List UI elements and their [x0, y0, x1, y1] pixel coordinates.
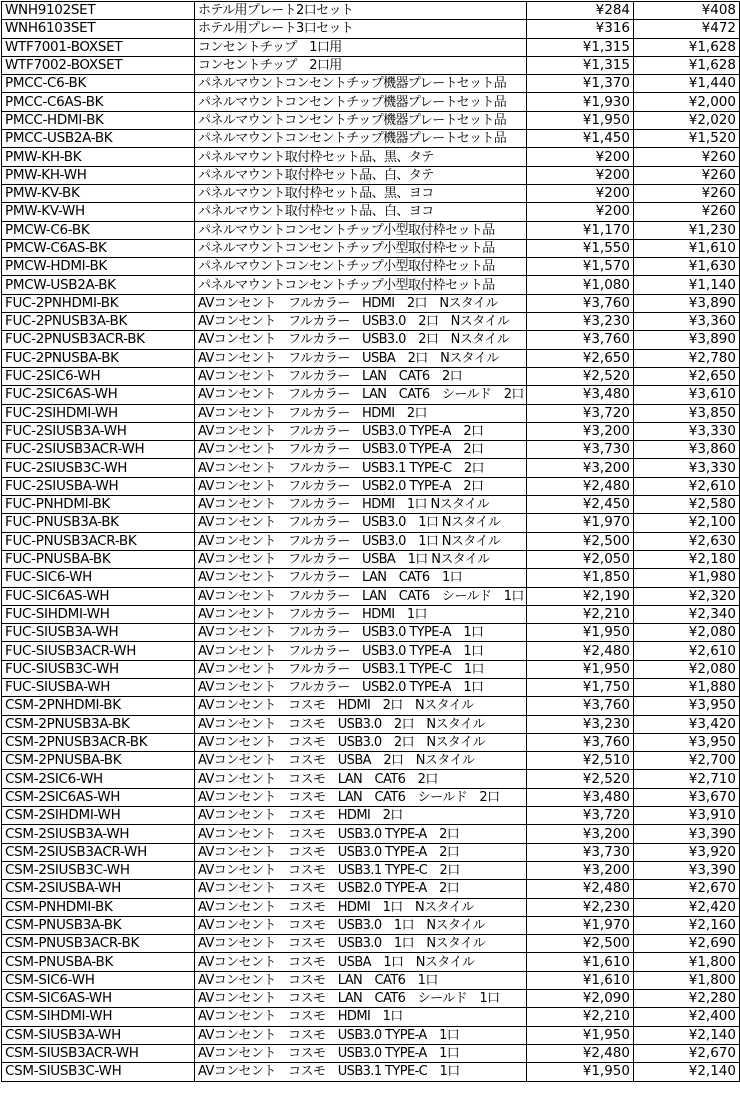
price-table-body — [2, 2, 740, 1082]
price-tax-cell: ¥1,980 — [634, 569, 740, 587]
description-cell: AVコンセント フルカラー USB3.1 TYPE-C 1口 — [195, 660, 527, 678]
price-cell: ¥1,930 — [527, 93, 634, 111]
price-cell: ¥1,450 — [527, 130, 634, 148]
product-code-cell: PMW-KV-WH — [2, 203, 195, 221]
price-cell: ¥3,480 — [527, 788, 634, 806]
price-tax-cell: ¥3,330 — [634, 422, 740, 440]
table-row — [2, 56, 740, 74]
price-tax-cell: ¥3,950 — [634, 733, 740, 751]
table-row — [2, 38, 740, 56]
table-row — [2, 239, 740, 257]
product-code-cell: FUC-2SIC6AS-WH — [2, 386, 195, 404]
description-cell: AVコンセント フルカラー USB3.0 2口 Nスタイル — [195, 331, 527, 349]
price-cell: ¥3,720 — [527, 404, 634, 422]
table-row — [2, 496, 740, 514]
table-row — [2, 367, 740, 385]
table-row — [2, 807, 740, 825]
price-cell: ¥1,850 — [527, 569, 634, 587]
table-row — [2, 825, 740, 843]
product-code-cell: CSM-2SIHDMI-WH — [2, 807, 195, 825]
price-tax-cell: ¥2,340 — [634, 605, 740, 623]
description-cell: パネルマウントコンセントチップ小型取付枠セット品 — [195, 276, 527, 294]
table-row — [2, 349, 740, 367]
table-row — [2, 20, 740, 38]
description-cell: AVコンセント コスモ LAN CAT6 シールド 2口 — [195, 788, 527, 806]
description-cell: パネルマウント取付枠セット品、黒、タテ — [195, 148, 527, 166]
description-cell: AVコンセント コスモ LAN CAT6 1口 — [195, 971, 527, 989]
price-tax-cell: ¥2,280 — [634, 990, 740, 1008]
table-row — [2, 569, 740, 587]
price-tax-cell: ¥3,890 — [634, 331, 740, 349]
description-cell: パネルマウント取付枠セット品、白、ヨコ — [195, 203, 527, 221]
product-code-cell: PMCW-USB2A-BK — [2, 276, 195, 294]
description-cell: AVコンセント フルカラー USB3.0 TYPE-A 1口 — [195, 642, 527, 660]
price-cell: ¥2,480 — [527, 1044, 634, 1062]
table-row — [2, 111, 740, 129]
description-cell: AVコンセント コスモ USBA 2口 Nスタイル — [195, 752, 527, 770]
product-code-cell: PMCC-C6-BK — [2, 75, 195, 93]
product-code-cell: CSM-PNUSBA-BK — [2, 953, 195, 971]
product-code-cell: FUC-PNUSB3A-BK — [2, 514, 195, 532]
description-cell: AVコンセント フルカラー LAN CAT6 1口 — [195, 569, 527, 587]
price-cell: ¥1,950 — [527, 1026, 634, 1044]
description-cell: AVコンセント コスモ USB3.0 TYPE-A 1口 — [195, 1026, 527, 1044]
price-cell: ¥3,200 — [527, 422, 634, 440]
price-cell: ¥2,510 — [527, 752, 634, 770]
description-cell: パネルマウントコンセントチップ機器プレートセット品 — [195, 93, 527, 111]
description-cell: AVコンセント コスモ USB3.1 TYPE-C 1口 — [195, 1063, 527, 1081]
description-cell: AVコンセント フルカラー USBA 2口 Nスタイル — [195, 349, 527, 367]
price-cell: ¥3,230 — [527, 313, 634, 331]
price-cell: ¥2,650 — [527, 349, 634, 367]
price-cell: ¥2,450 — [527, 496, 634, 514]
description-cell: AVコンセント コスモ USB3.0 2口 Nスタイル — [195, 733, 527, 751]
description-cell: パネルマウント取付枠セット品、白、タテ — [195, 166, 527, 184]
description-cell: パネルマウントコンセントチップ小型取付枠セット品 — [195, 221, 527, 239]
price-cell: ¥2,480 — [527, 880, 634, 898]
product-code-cell: CSM-2SIUSB3A-WH — [2, 825, 195, 843]
price-tax-cell: ¥3,910 — [634, 807, 740, 825]
description-cell: AVコンセント コスモ LAN CAT6 2口 — [195, 770, 527, 788]
price-cell: ¥1,170 — [527, 221, 634, 239]
product-code-cell: FUC-2SIHDMI-WH — [2, 404, 195, 422]
description-cell: AVコンセント フルカラー USB2.0 TYPE-A 1口 — [195, 678, 527, 696]
table-row — [2, 75, 740, 93]
price-tax-cell: ¥1,440 — [634, 75, 740, 93]
description-cell: AVコンセント コスモ USB2.0 TYPE-A 2口 — [195, 880, 527, 898]
price-cell: ¥3,760 — [527, 733, 634, 751]
table-row — [2, 1008, 740, 1026]
price-cell: ¥316 — [527, 20, 634, 38]
table-row — [2, 404, 740, 422]
price-cell: ¥2,210 — [527, 1008, 634, 1026]
price-tax-cell: ¥3,360 — [634, 313, 740, 331]
table-row — [2, 697, 740, 715]
table-row — [2, 935, 740, 953]
table-row — [2, 514, 740, 532]
description-cell: AVコンセント フルカラー USB3.1 TYPE-C 2口 — [195, 459, 527, 477]
product-code-cell: FUC-2PNUSBA-BK — [2, 349, 195, 367]
table-row — [2, 422, 740, 440]
price-tax-cell: ¥472 — [634, 20, 740, 38]
product-code-cell: WNH6103SET — [2, 20, 195, 38]
description-cell: AVコンセント コスモ USB3.0 2口 Nスタイル — [195, 715, 527, 733]
product-code-cell: CSM-2PNHDMI-BK — [2, 697, 195, 715]
description-cell: AVコンセント フルカラー USB3.0 1口 Nスタイル — [195, 514, 527, 532]
price-tax-cell: ¥2,710 — [634, 770, 740, 788]
price-cell: ¥2,190 — [527, 587, 634, 605]
product-code-cell: FUC-SIC6AS-WH — [2, 587, 195, 605]
price-tax-cell: ¥3,950 — [634, 697, 740, 715]
product-code-cell: CSM-SIC6AS-WH — [2, 990, 195, 1008]
table-row — [2, 642, 740, 660]
price-tax-cell: ¥3,390 — [634, 825, 740, 843]
description-cell: AVコンセント フルカラー HDMI 1口 — [195, 605, 527, 623]
price-tax-cell: ¥2,160 — [634, 916, 740, 934]
description-cell: パネルマウントコンセントチップ機器プレートセット品 — [195, 111, 527, 129]
price-cell: ¥2,230 — [527, 898, 634, 916]
price-cell: ¥3,720 — [527, 807, 634, 825]
product-code-cell: PMW-KH-WH — [2, 166, 195, 184]
description-cell: AVコンセント フルカラー HDMI 2口 — [195, 404, 527, 422]
product-code-cell: FUC-2SIUSB3C-WH — [2, 459, 195, 477]
price-cell: ¥3,230 — [527, 715, 634, 733]
product-code-cell: CSM-2SIC6-WH — [2, 770, 195, 788]
table-row — [2, 532, 740, 550]
description-cell: AVコンセント フルカラー LAN CAT6 シールド 1口 — [195, 587, 527, 605]
product-code-cell: FUC-2SIUSB3A-WH — [2, 422, 195, 440]
price-cell: ¥2,520 — [527, 770, 634, 788]
product-code-cell: PMW-KH-BK — [2, 148, 195, 166]
description-cell: AVコンセント コスモ USB3.0 TYPE-A 1口 — [195, 1044, 527, 1062]
description-cell: パネルマウントコンセントチップ機器プレートセット品 — [195, 130, 527, 148]
product-code-cell: CSM-SIUSB3A-WH — [2, 1026, 195, 1044]
product-code-cell: PMCW-C6-BK — [2, 221, 195, 239]
price-tax-cell: ¥2,690 — [634, 935, 740, 953]
description-cell: AVコンセント フルカラー LAN CAT6 2口 — [195, 367, 527, 385]
price-tax-cell: ¥2,610 — [634, 642, 740, 660]
description-cell: AVコンセント コスモ HDMI 1口 — [195, 1008, 527, 1026]
price-cell: ¥1,315 — [527, 56, 634, 74]
price-tax-cell: ¥2,700 — [634, 752, 740, 770]
price-cell: ¥2,500 — [527, 935, 634, 953]
description-cell: AVコンセント フルカラー USB3.0 TYPE-A 2口 — [195, 422, 527, 440]
table-row — [2, 861, 740, 879]
description-cell: AVコンセント フルカラー LAN CAT6 シールド 2口 — [195, 386, 527, 404]
price-tax-cell: ¥2,580 — [634, 496, 740, 514]
product-code-cell: CSM-2PNUSB3A-BK — [2, 715, 195, 733]
product-code-cell: FUC-SIC6-WH — [2, 569, 195, 587]
price-cell: ¥3,730 — [527, 843, 634, 861]
table-row — [2, 660, 740, 678]
price-cell: ¥2,210 — [527, 605, 634, 623]
description-cell: AVコンセント コスモ USB3.0 TYPE-A 2口 — [195, 825, 527, 843]
price-cell: ¥200 — [527, 148, 634, 166]
table-row — [2, 898, 740, 916]
table-row — [2, 770, 740, 788]
price-cell: ¥200 — [527, 166, 634, 184]
price-tax-cell: ¥1,630 — [634, 258, 740, 276]
price-tax-cell: ¥3,850 — [634, 404, 740, 422]
description-cell: AVコンセント フルカラー HDMI 2口 Nスタイル — [195, 294, 527, 312]
product-code-cell: PMCW-HDMI-BK — [2, 258, 195, 276]
table-row — [2, 459, 740, 477]
price-tax-cell: ¥2,080 — [634, 660, 740, 678]
price-tax-cell: ¥2,020 — [634, 111, 740, 129]
product-code-cell: FUC-SIUSB3C-WH — [2, 660, 195, 678]
price-tax-cell: ¥1,800 — [634, 953, 740, 971]
table-row — [2, 587, 740, 605]
product-code-cell: WTF7001-BOXSET — [2, 38, 195, 56]
price-cell: ¥2,500 — [527, 532, 634, 550]
product-code-cell: WTF7002-BOXSET — [2, 56, 195, 74]
price-cell: ¥1,610 — [527, 953, 634, 971]
table-row — [2, 441, 740, 459]
table-row — [2, 624, 740, 642]
price-tax-cell: ¥2,670 — [634, 1044, 740, 1062]
table-row — [2, 788, 740, 806]
table-row — [2, 276, 740, 294]
price-tax-cell: ¥1,628 — [634, 38, 740, 56]
table-row — [2, 678, 740, 696]
price-tax-cell: ¥2,650 — [634, 367, 740, 385]
table-row — [2, 130, 740, 148]
product-code-cell: FUC-PNUSBA-BK — [2, 550, 195, 568]
product-code-cell: FUC-2PNUSB3ACR-BK — [2, 331, 195, 349]
description-cell: コンセントチップ 1口用 — [195, 38, 527, 56]
price-tax-cell: ¥2,400 — [634, 1008, 740, 1026]
price-tax-cell: ¥1,140 — [634, 276, 740, 294]
description-cell: AVコンセント フルカラー USB3.0 1口 Nスタイル — [195, 532, 527, 550]
price-cell: ¥1,550 — [527, 239, 634, 257]
price-tax-cell: ¥3,420 — [634, 715, 740, 733]
description-cell: AVコンセント コスモ HDMI 2口 Nスタイル — [195, 697, 527, 715]
table-row — [2, 294, 740, 312]
table-row — [2, 331, 740, 349]
product-code-cell: FUC-SIUSB3ACR-WH — [2, 642, 195, 660]
table-row — [2, 605, 740, 623]
price-cell: ¥3,760 — [527, 697, 634, 715]
description-cell: AVコンセント コスモ LAN CAT6 シールド 1口 — [195, 990, 527, 1008]
table-row — [2, 916, 740, 934]
price-tax-cell: ¥260 — [634, 148, 740, 166]
price-tax-cell: ¥2,320 — [634, 587, 740, 605]
product-code-cell: PMCC-C6AS-BK — [2, 93, 195, 111]
price-cell: ¥2,050 — [527, 550, 634, 568]
price-cell: ¥3,760 — [527, 294, 634, 312]
table-row — [2, 733, 740, 751]
description-cell: パネルマウントコンセントチップ小型取付枠セット品 — [195, 239, 527, 257]
price-tax-cell: ¥1,800 — [634, 971, 740, 989]
product-code-cell: PMCW-C6AS-BK — [2, 239, 195, 257]
price-tax-cell: ¥3,330 — [634, 459, 740, 477]
price-cell: ¥2,520 — [527, 367, 634, 385]
price-tax-cell: ¥2,610 — [634, 477, 740, 495]
product-code-cell: CSM-SIUSB3ACR-WH — [2, 1044, 195, 1062]
product-code-cell: CSM-SIC6-WH — [2, 971, 195, 989]
price-cell: ¥1,570 — [527, 258, 634, 276]
table-row — [2, 971, 740, 989]
description-cell: コンセントチップ 2口用 — [195, 56, 527, 74]
description-cell: AVコンセント フルカラー USB3.0 TYPE-A 2口 — [195, 441, 527, 459]
price-tax-cell: ¥2,140 — [634, 1063, 740, 1081]
table-row — [2, 880, 740, 898]
table-row — [2, 258, 740, 276]
product-code-cell: CSM-PNUSB3A-BK — [2, 916, 195, 934]
price-tax-cell: ¥1,230 — [634, 221, 740, 239]
price-tax-cell: ¥2,670 — [634, 880, 740, 898]
table-row — [2, 1026, 740, 1044]
product-code-cell: CSM-PNHDMI-BK — [2, 898, 195, 916]
description-cell: AVコンセント コスモ USB3.1 TYPE-C 2口 — [195, 861, 527, 879]
description-cell: AVコンセント コスモ HDMI 1口 Nスタイル — [195, 898, 527, 916]
price-tax-cell: ¥2,080 — [634, 624, 740, 642]
price-tax-cell: ¥3,670 — [634, 788, 740, 806]
description-cell: AVコンセント フルカラー HDMI 1口 Nスタイル — [195, 496, 527, 514]
price-cell: ¥3,760 — [527, 331, 634, 349]
table-row — [2, 93, 740, 111]
description-cell: AVコンセント フルカラー USB3.0 TYPE-A 1口 — [195, 624, 527, 642]
price-tax-cell: ¥1,520 — [634, 130, 740, 148]
product-code-cell: PMW-KV-BK — [2, 184, 195, 202]
product-code-cell: FUC-PNHDMI-BK — [2, 496, 195, 514]
product-code-cell: FUC-SIUSBA-WH — [2, 678, 195, 696]
price-cell: ¥3,480 — [527, 386, 634, 404]
price-cell: ¥1,370 — [527, 75, 634, 93]
description-cell: AVコンセント フルカラー USBA 1口 Nスタイル — [195, 550, 527, 568]
description-cell: ホテル用プレート2口セット — [195, 2, 527, 20]
description-cell: AVコンセント コスモ USB3.0 1口 Nスタイル — [195, 935, 527, 953]
price-tax-cell: ¥2,180 — [634, 550, 740, 568]
product-code-cell: FUC-2PNHDMI-BK — [2, 294, 195, 312]
price-cell: ¥1,950 — [527, 111, 634, 129]
table-row — [2, 1044, 740, 1062]
table-row — [2, 148, 740, 166]
product-code-cell: FUC-2SIUSBA-WH — [2, 477, 195, 495]
table-row — [2, 715, 740, 733]
price-cell: ¥2,480 — [527, 477, 634, 495]
price-tax-cell: ¥2,780 — [634, 349, 740, 367]
price-cell: ¥1,950 — [527, 1063, 634, 1081]
product-code-cell: FUC-SIHDMI-WH — [2, 605, 195, 623]
price-cell: ¥1,950 — [527, 624, 634, 642]
product-code-cell: WNH9102SET — [2, 2, 195, 20]
price-tax-cell: ¥1,880 — [634, 678, 740, 696]
price-cell: ¥200 — [527, 184, 634, 202]
price-cell: ¥1,970 — [527, 916, 634, 934]
description-cell: ホテル用プレート3口セット — [195, 20, 527, 38]
price-tax-cell: ¥3,390 — [634, 861, 740, 879]
table-row — [2, 752, 740, 770]
table-row — [2, 2, 740, 20]
price-table — [1, 1, 740, 1082]
description-cell: AVコンセント フルカラー USB3.0 2口 Nスタイル — [195, 313, 527, 331]
product-code-cell: CSM-SIHDMI-WH — [2, 1008, 195, 1026]
table-row — [2, 990, 740, 1008]
price-cell: ¥1,080 — [527, 276, 634, 294]
description-cell: AVコンセント フルカラー USB2.0 TYPE-A 2口 — [195, 477, 527, 495]
table-row — [2, 550, 740, 568]
description-cell: パネルマウント取付枠セット品、黒、ヨコ — [195, 184, 527, 202]
price-cell: ¥1,315 — [527, 38, 634, 56]
product-code-cell: FUC-2PNUSB3A-BK — [2, 313, 195, 331]
price-tax-cell: ¥1,628 — [634, 56, 740, 74]
price-cell: ¥2,090 — [527, 990, 634, 1008]
product-code-cell: FUC-2SIC6-WH — [2, 367, 195, 385]
description-cell: パネルマウントコンセントチップ小型取付枠セット品 — [195, 258, 527, 276]
price-cell: ¥1,970 — [527, 514, 634, 532]
description-cell: AVコンセント コスモ USB3.0 1口 Nスタイル — [195, 916, 527, 934]
table-row — [2, 953, 740, 971]
table-row — [2, 477, 740, 495]
price-cell: ¥3,200 — [527, 861, 634, 879]
product-code-cell: CSM-2SIUSBA-WH — [2, 880, 195, 898]
price-tax-cell: ¥3,860 — [634, 441, 740, 459]
price-tax-cell: ¥408 — [634, 2, 740, 20]
price-cell: ¥3,730 — [527, 441, 634, 459]
price-tax-cell: ¥1,610 — [634, 239, 740, 257]
price-cell: ¥1,610 — [527, 971, 634, 989]
table-row — [2, 313, 740, 331]
product-code-cell: CSM-SIUSB3C-WH — [2, 1063, 195, 1081]
price-cell: ¥2,480 — [527, 642, 634, 660]
description-cell: AVコンセント コスモ USB3.0 TYPE-A 2口 — [195, 843, 527, 861]
price-tax-cell: ¥2,420 — [634, 898, 740, 916]
table-row — [2, 386, 740, 404]
price-cell: ¥1,750 — [527, 678, 634, 696]
table-row — [2, 221, 740, 239]
price-tax-cell: ¥260 — [634, 184, 740, 202]
product-code-cell: PMCC-USB2A-BK — [2, 130, 195, 148]
price-tax-cell: ¥2,100 — [634, 514, 740, 532]
table-row — [2, 1063, 740, 1081]
product-code-cell: FUC-SIUSB3A-WH — [2, 624, 195, 642]
price-tax-cell: ¥3,890 — [634, 294, 740, 312]
price-tax-cell: ¥2,000 — [634, 93, 740, 111]
price-cell: ¥3,200 — [527, 825, 634, 843]
description-cell: AVコンセント コスモ USBA 1口 Nスタイル — [195, 953, 527, 971]
price-tax-cell: ¥260 — [634, 203, 740, 221]
price-tax-cell: ¥3,920 — [634, 843, 740, 861]
product-code-cell: CSM-PNUSB3ACR-BK — [2, 935, 195, 953]
price-tax-cell: ¥260 — [634, 166, 740, 184]
price-cell: ¥1,950 — [527, 660, 634, 678]
price-tax-cell: ¥3,610 — [634, 386, 740, 404]
description-cell: AVコンセント コスモ HDMI 2口 — [195, 807, 527, 825]
product-code-cell: FUC-PNUSB3ACR-BK — [2, 532, 195, 550]
product-code-cell: CSM-2PNUSB3ACR-BK — [2, 733, 195, 751]
price-cell: ¥284 — [527, 2, 634, 20]
price-cell: ¥3,200 — [527, 459, 634, 477]
product-code-cell: PMCC-HDMI-BK — [2, 111, 195, 129]
price-tax-cell: ¥2,140 — [634, 1026, 740, 1044]
product-code-cell: CSM-2SIUSB3C-WH — [2, 861, 195, 879]
product-code-cell: CSM-2SIC6AS-WH — [2, 788, 195, 806]
table-row — [2, 184, 740, 202]
table-row — [2, 203, 740, 221]
price-cell: ¥200 — [527, 203, 634, 221]
table-row — [2, 166, 740, 184]
product-code-cell: CSM-2SIUSB3ACR-WH — [2, 843, 195, 861]
product-code-cell: FUC-2SIUSB3ACR-WH — [2, 441, 195, 459]
price-tax-cell: ¥2,630 — [634, 532, 740, 550]
product-code-cell: CSM-2PNUSBA-BK — [2, 752, 195, 770]
description-cell: パネルマウントコンセントチップ機器プレートセット品 — [195, 75, 527, 93]
table-row — [2, 843, 740, 861]
